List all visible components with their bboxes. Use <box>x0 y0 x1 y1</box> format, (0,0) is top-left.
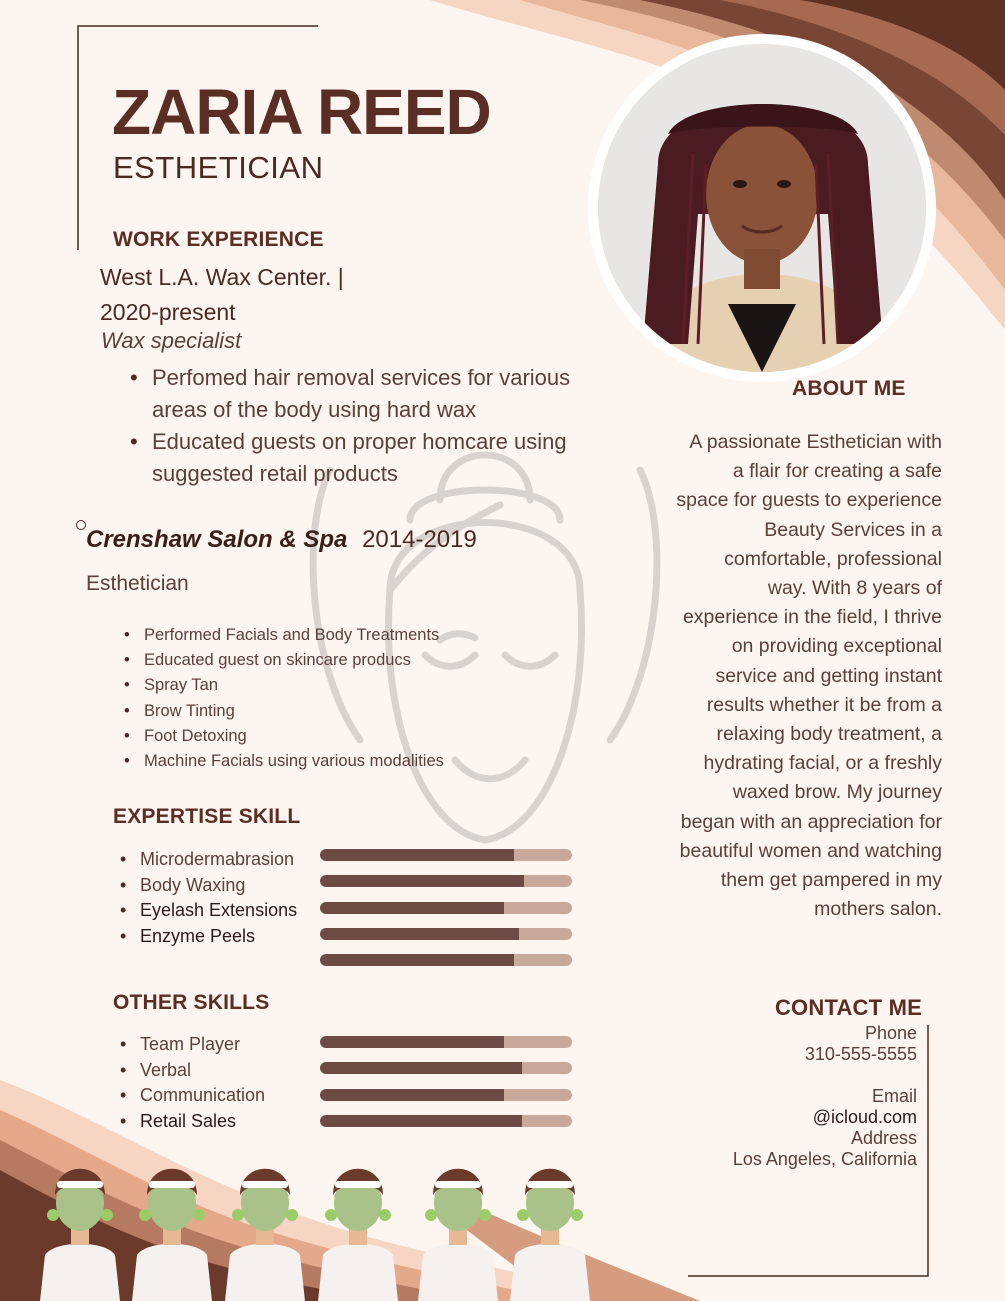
skill-bar-fill <box>320 1115 522 1127</box>
list-item: • Verbal <box>120 1058 265 1084</box>
job1-years: 2020-present <box>100 299 236 325</box>
circle-marker-icon <box>76 520 86 530</box>
contact-details <box>733 1023 917 1170</box>
job1-company <box>100 260 344 330</box>
phone-label: Phone <box>864 1023 917 1043</box>
job1-company-line1: West L.A. Wax Center. | <box>100 264 344 290</box>
skill-bar <box>320 928 572 940</box>
portrait-photo-frame <box>588 34 936 382</box>
email-value: @icloud.com <box>812 1107 917 1127</box>
list-item: • Retail Sales <box>120 1109 265 1135</box>
list-item: • Team Player <box>120 1032 265 1058</box>
expertise-heading: EXPERTISE SKILL <box>113 805 301 828</box>
list-item: • Microdermabrasion <box>120 847 297 873</box>
skill-bar <box>320 902 572 914</box>
list-item: • Machine Facials using various modalities <box>124 749 444 774</box>
skill-bar <box>320 1036 572 1048</box>
list-item: • Brow Tinting <box>124 699 444 724</box>
skill-bar-fill <box>320 1036 504 1048</box>
list-item: • Body Waxing <box>120 873 297 899</box>
candidate-name: ZARIA REED <box>112 76 491 148</box>
expertise-list <box>120 847 297 949</box>
portrait-photo <box>598 44 926 372</box>
skill-bar-fill <box>320 928 519 940</box>
skill-bar-fill <box>320 875 524 887</box>
job2-years: 2014-2019 <box>362 526 477 553</box>
skill-bar <box>320 1115 572 1127</box>
contact-heading: CONTACT ME <box>774 995 922 1020</box>
women-cucumber-masks-illustration <box>35 1155 595 1301</box>
job2-bullets <box>124 623 444 774</box>
job1-role: Wax specialist <box>101 328 242 353</box>
skill-bar <box>320 954 572 966</box>
list-item: • Educated guest on skincare producs <box>124 648 444 673</box>
skill-bar-fill <box>320 954 514 966</box>
address-value: Los Angeles, California <box>732 1149 917 1169</box>
list-item: • Eyelash Extensions <box>120 898 297 924</box>
work-experience-heading: WORK EXPERIENCE <box>113 228 324 251</box>
skill-bar <box>320 1062 572 1074</box>
skill-bar <box>320 849 572 861</box>
phone-value: 310-555-5555 <box>804 1044 917 1064</box>
portrait-photo-illustration <box>598 44 926 372</box>
list-item: • Educated guests on proper homcare using suggested retail products <box>130 426 570 490</box>
skill-bar-fill <box>320 1062 522 1074</box>
about-text: A passionate Esthetician with a flair for creating a safe space for guests to experience Beauty Services in a comfortable, professional way. With 8 years of experience in the field, I thrive on providing exceptional service and getting instant results whether it be from a relaxing body treatment, a hydrating facial, or a freshly waxed brow. My journey began with an appreciation for beautiful women and watching them get pampered in my mothers salon. <box>676 431 942 921</box>
list-item: • Spray Tan <box>124 673 444 698</box>
list-item: • Enzyme Peels <box>120 924 297 950</box>
list-item: • Perfomed hair removal services for various areas of the body using hard wax <box>130 362 570 426</box>
skill-bar <box>320 875 572 887</box>
address-label: Address <box>850 1128 917 1148</box>
other-skills-heading: OTHER SKILLS <box>113 991 270 1014</box>
skill-bar-fill <box>320 1089 504 1101</box>
other-skills-list <box>120 1032 265 1134</box>
job2-header <box>86 526 477 554</box>
about-heading: ABOUT ME <box>792 377 906 400</box>
job2-role: Esthetician <box>86 572 189 595</box>
job1-bullets <box>130 362 570 490</box>
list-item: • Foot Detoxing <box>124 724 444 749</box>
skill-bar-fill <box>320 849 514 861</box>
job2-company: Crenshaw Salon & Spa <box>86 526 348 553</box>
email-label: Email <box>871 1086 917 1106</box>
woman-figure <box>40 1169 120 1301</box>
skill-bar-fill <box>320 902 504 914</box>
list-item: • Communication <box>120 1083 265 1109</box>
list-item: • Performed Facials and Body Treatments <box>124 623 444 648</box>
skill-bar <box>320 1089 572 1101</box>
job-title: ESTHETICIAN <box>113 150 324 185</box>
